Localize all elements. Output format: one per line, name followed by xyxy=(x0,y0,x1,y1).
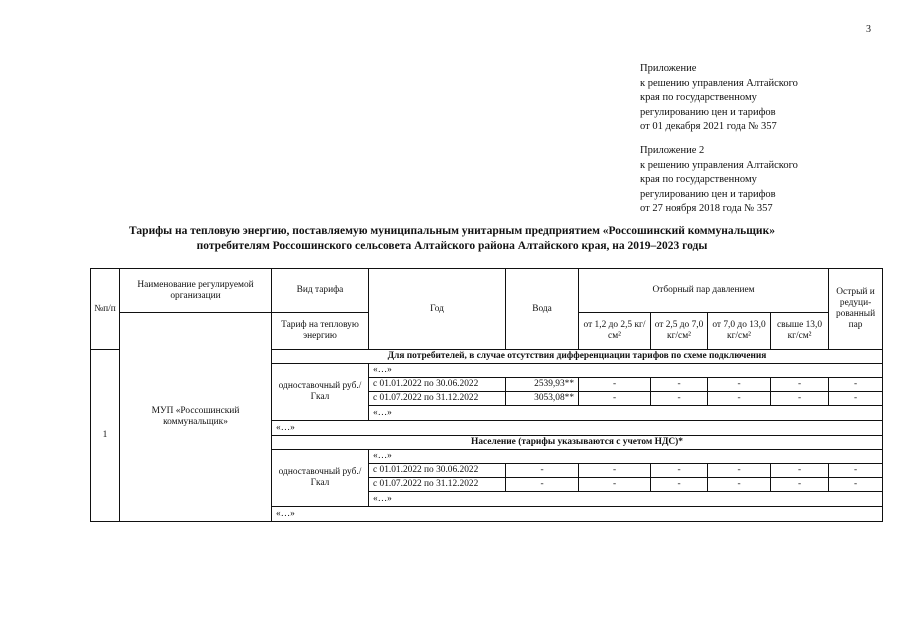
ellipsis: «…» xyxy=(272,421,883,436)
appendix-line: к решению управления Алтайского xyxy=(640,159,798,171)
header-steam-2: от 2,5 до 7,0 кг/см² xyxy=(651,313,708,350)
ellipsis: «…» xyxy=(369,406,883,421)
appendix-current-decision xyxy=(640,62,798,135)
steam-cell: - xyxy=(771,378,829,392)
header-year: Год xyxy=(369,269,506,350)
ellipsis: «…» xyxy=(369,450,883,464)
header-water: Вода xyxy=(506,269,579,350)
header-num: №п/п xyxy=(91,269,120,350)
group-heading: Для потребителей, в случае отсутствия дифференциации тарифов по схеме подключения xyxy=(272,350,883,364)
title-line: потребителям Россошинского сельсовета Алтайского района Алтайского края, на 2019–2023 годы xyxy=(196,240,708,252)
steam-cell: - xyxy=(771,392,829,406)
steam-cell: - xyxy=(708,478,771,492)
header-acute-steam: Острый и редуци-рованный пар xyxy=(829,269,883,350)
appendix-line: от 27 ноября 2018 года № 357 xyxy=(640,203,773,214)
ellipsis: «…» xyxy=(369,492,883,507)
header-tariff-type: Вид тарифа xyxy=(272,269,369,313)
document-title xyxy=(0,224,904,254)
header-steam: Отборный пар давлением xyxy=(579,269,829,313)
group-heading: Население (тарифы указываются с учетом НДС)* xyxy=(272,436,883,450)
page-number: 3 xyxy=(866,24,871,35)
header-row xyxy=(91,269,883,313)
appendix-line: края по государственному xyxy=(640,92,757,103)
org-name-cell: МУП «Россошинский коммунальщик» xyxy=(120,313,272,522)
appendix-line: регулированию цен и тарифов xyxy=(640,106,776,118)
steam-cell: - xyxy=(579,378,651,392)
steam-cell: - xyxy=(708,464,771,478)
header-tariff-subheader: Тариф на тепловую энергию xyxy=(272,313,369,350)
steam-cell: - xyxy=(579,464,651,478)
period-cell: с 01.07.2022 по 31.12.2022 xyxy=(369,478,506,492)
water-cell: 2539,93** xyxy=(506,378,579,392)
acute-cell: - xyxy=(829,392,883,406)
period-cell: с 01.01.2022 по 30.06.2022 xyxy=(369,378,506,392)
appendix-line: Приложение 2 xyxy=(640,145,705,156)
acute-cell: - xyxy=(829,464,883,478)
appendix-line: Приложение xyxy=(640,63,697,74)
header-steam-1: от 1,2 до 2,5 кг/см² xyxy=(579,313,651,350)
header-steam-3: от 7,0 до 13,0 кг/см² xyxy=(708,313,771,350)
appendix-line: к решению управления Алтайского xyxy=(640,77,798,89)
steam-cell: - xyxy=(651,392,708,406)
period-cell: с 01.07.2022 по 31.12.2022 xyxy=(369,392,506,406)
appendix-line: края по государственному xyxy=(640,174,757,185)
appendix-line: от 01 декабря 2021 года № 357 xyxy=(640,121,777,132)
steam-cell: - xyxy=(579,478,651,492)
period-cell: с 01.01.2022 по 30.06.2022 xyxy=(369,464,506,478)
tariff-table xyxy=(90,268,883,522)
appendix-original-decision xyxy=(640,144,798,217)
header-org: Наименование регулируемой организации xyxy=(120,269,272,313)
acute-cell: - xyxy=(829,378,883,392)
steam-cell: - xyxy=(579,392,651,406)
tariff-label: одноставочный руб./Гкал xyxy=(272,364,369,421)
appendix-line: регулированию цен и тарифов xyxy=(640,188,776,200)
title-line: Тарифы на тепловую энергию, поставляемую муниципальным унитарным предприятием «Россошинский коммунальщик» xyxy=(129,225,775,237)
water-cell: 3053,08** xyxy=(506,392,579,406)
steam-cell: - xyxy=(708,392,771,406)
tariff-label: одноставочный руб./Гкал xyxy=(272,450,369,507)
steam-cell: - xyxy=(771,478,829,492)
ellipsis: «…» xyxy=(272,507,883,522)
steam-cell: - xyxy=(651,478,708,492)
ellipsis: «…» xyxy=(369,364,883,378)
acute-cell: - xyxy=(829,478,883,492)
header-steam-4: свыше 13,0 кг/см² xyxy=(771,313,829,350)
row-number: 1 xyxy=(91,350,120,522)
steam-cell: - xyxy=(771,464,829,478)
steam-cell: - xyxy=(651,464,708,478)
water-cell: - xyxy=(506,478,579,492)
steam-cell: - xyxy=(708,378,771,392)
water-cell: - xyxy=(506,464,579,478)
steam-cell: - xyxy=(651,378,708,392)
